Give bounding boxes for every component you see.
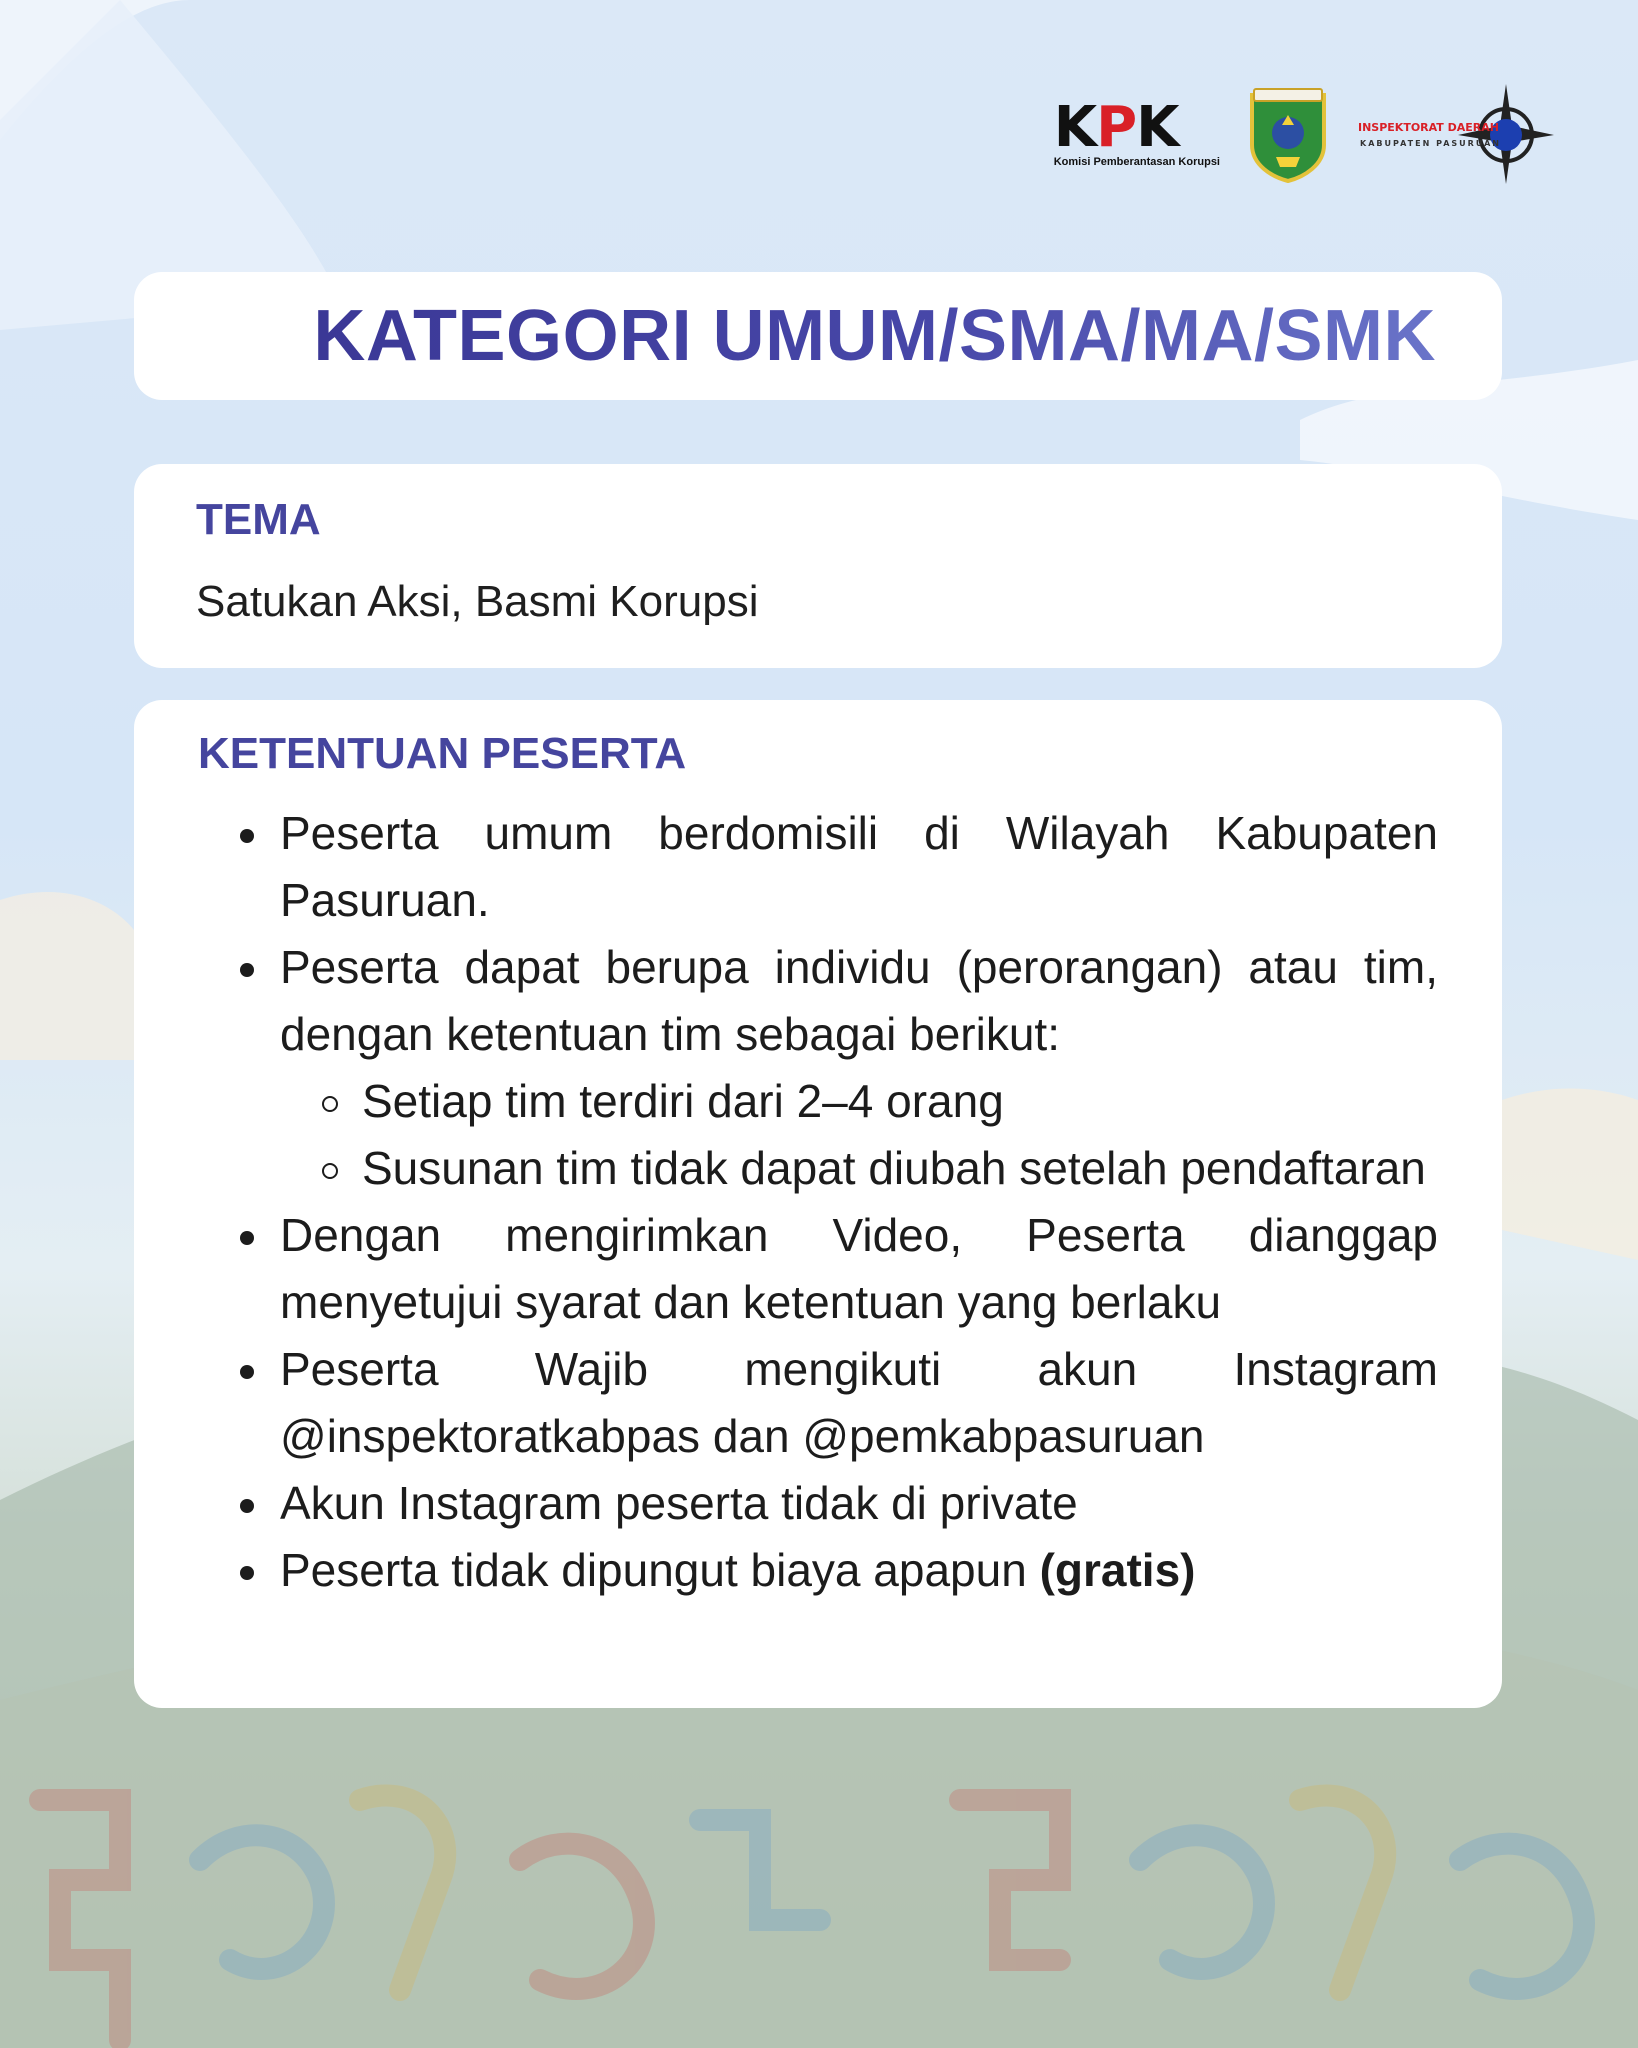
- list-item: [280, 934, 1438, 1202]
- list-item-text: Peserta dapat berupa individu (perorangan) atau tim, dengan ketentuan tim sebagai berikut:: [280, 941, 1438, 1060]
- list-item: Dengan mengirimkan Video, Peserta dianggap menyetujui syarat dan ketentuan yang berlaku: [280, 1202, 1438, 1336]
- sublist-item: Setiap tim terdiri dari 2–4 orang: [362, 1068, 1438, 1135]
- list-item: Akun Instagram peserta tidak di private: [280, 1470, 1438, 1537]
- list-item: [280, 1537, 1438, 1604]
- title-card: [134, 272, 1502, 400]
- tim-sublist: [280, 1068, 1438, 1202]
- svg-text:KABUPATEN PASURUAN: KABUPATEN PASURUAN: [1360, 139, 1501, 148]
- inspektorat-logo: [1356, 80, 1556, 190]
- kpk-logo: [1053, 95, 1220, 168]
- kpk-subtitle: Komisi Pemberantasan Korupsi: [1053, 156, 1220, 168]
- tema-heading: TEMA: [196, 495, 321, 544]
- logo-bar: [1054, 80, 1556, 190]
- list-item: Peserta umum berdomisili di Wilayah Kabupaten Pasuruan.: [280, 800, 1438, 934]
- tema-card: [134, 464, 1502, 668]
- kpk-wordmark: KPK: [1053, 95, 1179, 160]
- svg-text:INSPEKTORAT DAERAH: INSPEKTORAT DAERAH: [1358, 121, 1499, 134]
- sublist-item: Susunan tim tidak dapat diubah setelah pendaftaran: [362, 1135, 1438, 1202]
- list-item: Peserta Wajib mengikuti akun Instagram @inspektoratkabpas dan @pemkabpasuruan: [280, 1336, 1438, 1470]
- tema-text: Satukan Aksi, Basmi Korupsi: [196, 577, 759, 626]
- ketentuan-card: [134, 700, 1502, 1708]
- pasuruan-crest-icon: [1248, 87, 1328, 183]
- ketentuan-heading: KETENTUAN PESERTA: [198, 729, 687, 778]
- list-item-text: Peserta tidak dipungut biaya apapun: [280, 1544, 1040, 1596]
- ketentuan-list: [198, 800, 1438, 1604]
- page-title: KATEGORI UMUM/SMA/MA/SMK: [313, 296, 1436, 376]
- gratis-emphasis: (gratis): [1039, 1544, 1196, 1596]
